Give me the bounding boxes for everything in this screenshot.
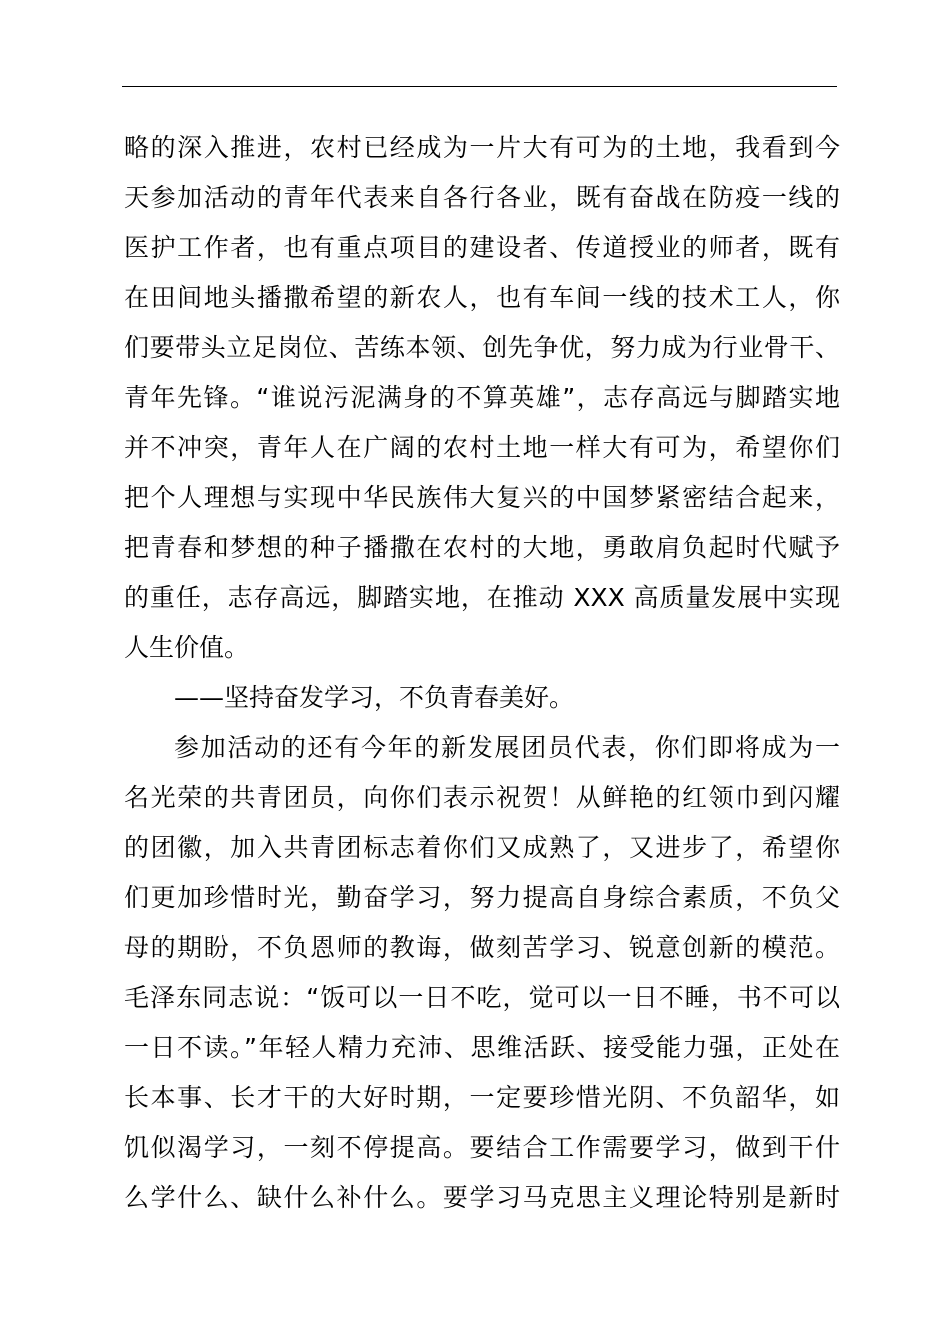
text-line: 在田间地头播撒希望的新农人，也有车间一线的技术工人，你 (124, 283, 840, 312)
text-line: 天参加活动的青年代表来自各行各业，既有奋战在防疫一线的 (124, 183, 840, 212)
text-line: 的团徽，加入共青团标志着你们又成熟了，又进步了，希望你 (124, 833, 840, 862)
text-line: 并不冲突，青年人在广阔的农村土地一样大有可为，希望你们 (124, 433, 840, 462)
text-line: 名光荣的共青团员，向你们表示祝贺！从鲜艳的红领巾到闪耀 (124, 783, 840, 812)
text-line: 们要带头立足岗位、苦练本领、创先争优，努力成为行业骨干、 (124, 333, 840, 362)
body-text (124, 123, 840, 1223)
text-line: 青年先锋。“谁说污泥满身的不算英雄”，志存高远与脚踏实地 (124, 383, 840, 412)
text-line: 么学什么、缺什么补什么。要学习马克思主义理论特别是新时 (124, 1183, 840, 1212)
text-line: 一日不读。”年轻人精力充沛、思维活跃、接受能力强，正处在 (124, 1033, 840, 1062)
text-line: 把个人理想与实现中华民族伟大复兴的中国梦紧密结合起来， (124, 483, 840, 512)
text-line: 把青春和梦想的种子播撒在农村的大地，勇敢肩负起时代赋予 (124, 533, 840, 562)
text-line: 们更加珍惜时光，勤奋学习，努力提高自身综合素质，不负父 (124, 883, 840, 912)
text-line: 母的期盼，不负恩师的教诲，做刻苦学习、锐意创新的模范。 (124, 933, 840, 962)
text-line: 毛泽东同志说：“饭可以一日不吃，觉可以一日不睡，书不可以 (124, 983, 840, 1012)
paragraph-end-line: 人生价值。 (124, 633, 250, 662)
section-heading: ——坚持奋发学习，不负青春美好。 (174, 683, 575, 712)
text-line: 医护工作者，也有重点项目的建设者、传道授业的师者，既有 (124, 233, 840, 262)
text-line: 的重任，志存高远，脚踏实地，在推动 XXX 高质量发展中实现 (124, 583, 840, 612)
paragraph-first-line: 参加活动的还有今年的新发展团员代表，你们即将成为一 (174, 733, 840, 762)
header-rule (122, 86, 837, 87)
text-line: 饥似渴学习，一刻不停提高。要结合工作需要学习，做到干什 (124, 1133, 840, 1162)
text-line: 长本事、长才干的大好时期，一定要珍惜光阴、不负韶华，如 (124, 1083, 840, 1112)
text-line: 略的深入推进，农村已经成为一片大有可为的土地，我看到今 (124, 133, 840, 162)
